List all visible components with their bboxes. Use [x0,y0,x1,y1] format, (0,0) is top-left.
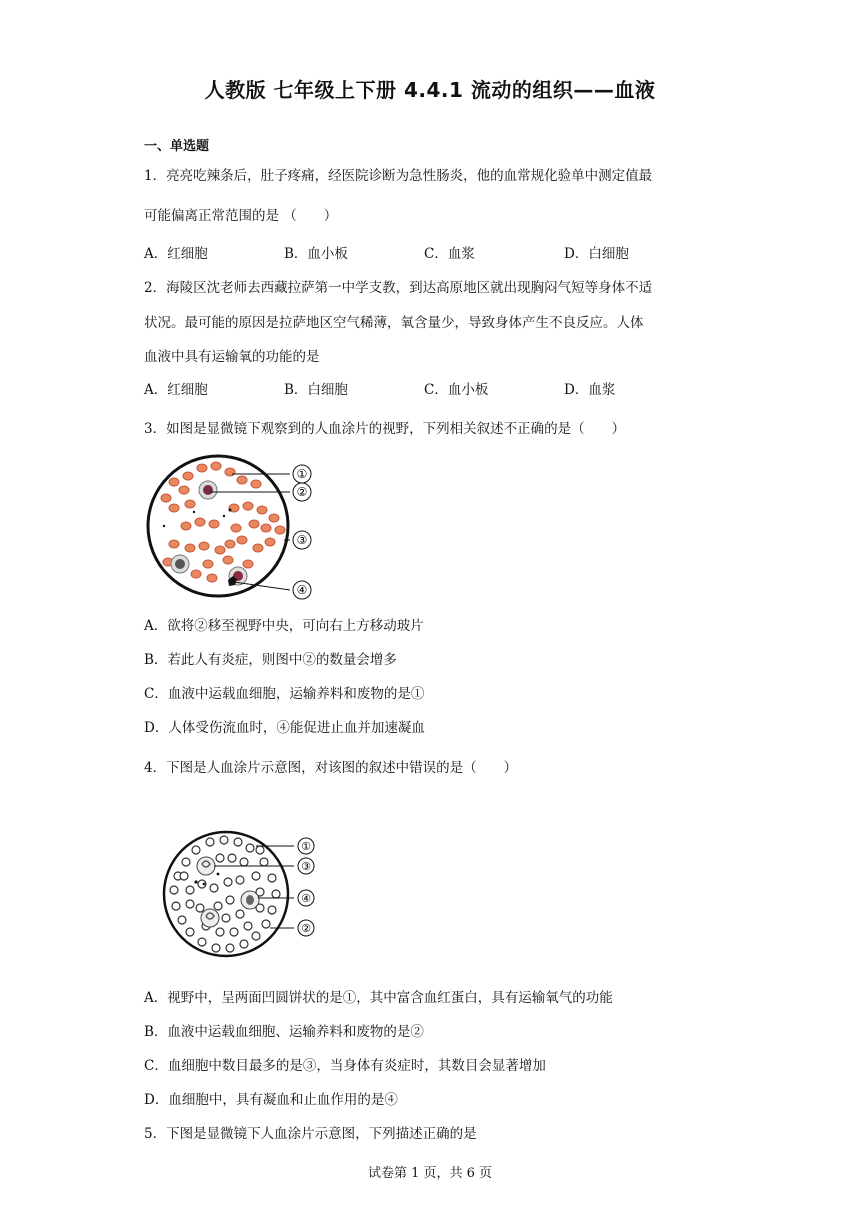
q1-stem-line1: 1．亮亮吃辣条后，肚子疼痛，经医院诊断为急性肠炎，他的血常规化验单中测定值最 [144,168,653,184]
q2-stem-line1: 2．海陵区沈老师去西藏拉萨第一中学支教，到达高原地区就出现胸闷气短等身体不适 [144,280,653,296]
page-footer: 试卷第 1 页，共 6 页 [367,1166,493,1181]
q3-label-1: ① [296,467,308,481]
page-title: 人教版 七年级上下册 4.4.1 流动的组织——血液 [204,78,656,102]
q4-label-1: ① [301,840,311,853]
q3-option-a[interactable]: A．欲将②移至视野中央，可向右上方移动玻片 [144,618,424,634]
q3-option-c[interactable]: C．血液中运载血细胞，运输养料和废物的是① [144,686,425,702]
q2-option-b[interactable]: B．白细胞 [284,382,348,398]
q3-label-3: ③ [296,533,308,547]
q3-option-b[interactable]: B．若此人有炎症，则图中②的数量会增多 [144,652,397,668]
q1-option-c[interactable]: C．血浆 [424,246,475,262]
q2-option-a[interactable]: A．红细胞 [144,382,208,398]
q4-option-a[interactable]: A．视野中，呈两面凹圆饼状的是①，其中富含血红蛋白，具有运输氧气的功能 [144,990,613,1006]
q1-option-b[interactable]: B．血小板 [284,246,348,262]
q3-label-2: ② [296,485,308,499]
section-heading: 一、单选题 [144,139,210,154]
q2-option-d[interactable]: D．血浆 [564,382,616,398]
q3-option-d[interactable]: D．人体受伤流血时，④能促进止血并加速凝血 [144,720,425,736]
q4-label-3: ③ [301,860,311,873]
q5-stem: 5．下图是显微镜下人血涂片示意图，下列描述正确的是 [144,1126,477,1142]
q4-option-b[interactable]: B．血液中运载血细胞、运输养料和废物的是② [144,1024,424,1040]
q1-stem-line2: 可能偏离正常范围的是 （ ） [144,208,338,224]
q4-label-2: ② [301,922,311,935]
q3-label-4: ④ [296,583,308,597]
microscope-field [164,832,288,956]
q2-stem-line3: 血液中具有运输氧的功能的是 [144,349,320,365]
q2-options [144,378,704,398]
q4-stem: 4．下图是人血涂片示意图，对该图的叙述中错误的是（ ） [144,760,518,776]
q3-stem: 3．如图是显微镜下观察到的人血涂片的视野，下列相关叙述不正确的是（ ） [144,421,626,437]
q2-option-c[interactable]: C．血小板 [424,382,489,398]
q1-option-d[interactable]: D．白细胞 [564,246,629,262]
q4-option-c[interactable]: C．血细胞中数目最多的是③，当身体有炎症时，其数目会显著增加 [144,1058,546,1074]
q2-stem-line2: 状况。最可能的原因是拉萨地区空气稀薄，氧含量少，导致身体产生不良反应。人体 [144,315,644,331]
q4-option-d[interactable]: D．血细胞中，具有凝血和止血作用的是④ [144,1092,398,1108]
q4-label-4: ④ [301,892,311,905]
q3-blood-smear-figure [144,452,324,602]
q1-option-a[interactable]: A．红细胞 [144,246,208,262]
q1-options [144,242,704,262]
q4-blood-smear-figure [160,828,330,968]
